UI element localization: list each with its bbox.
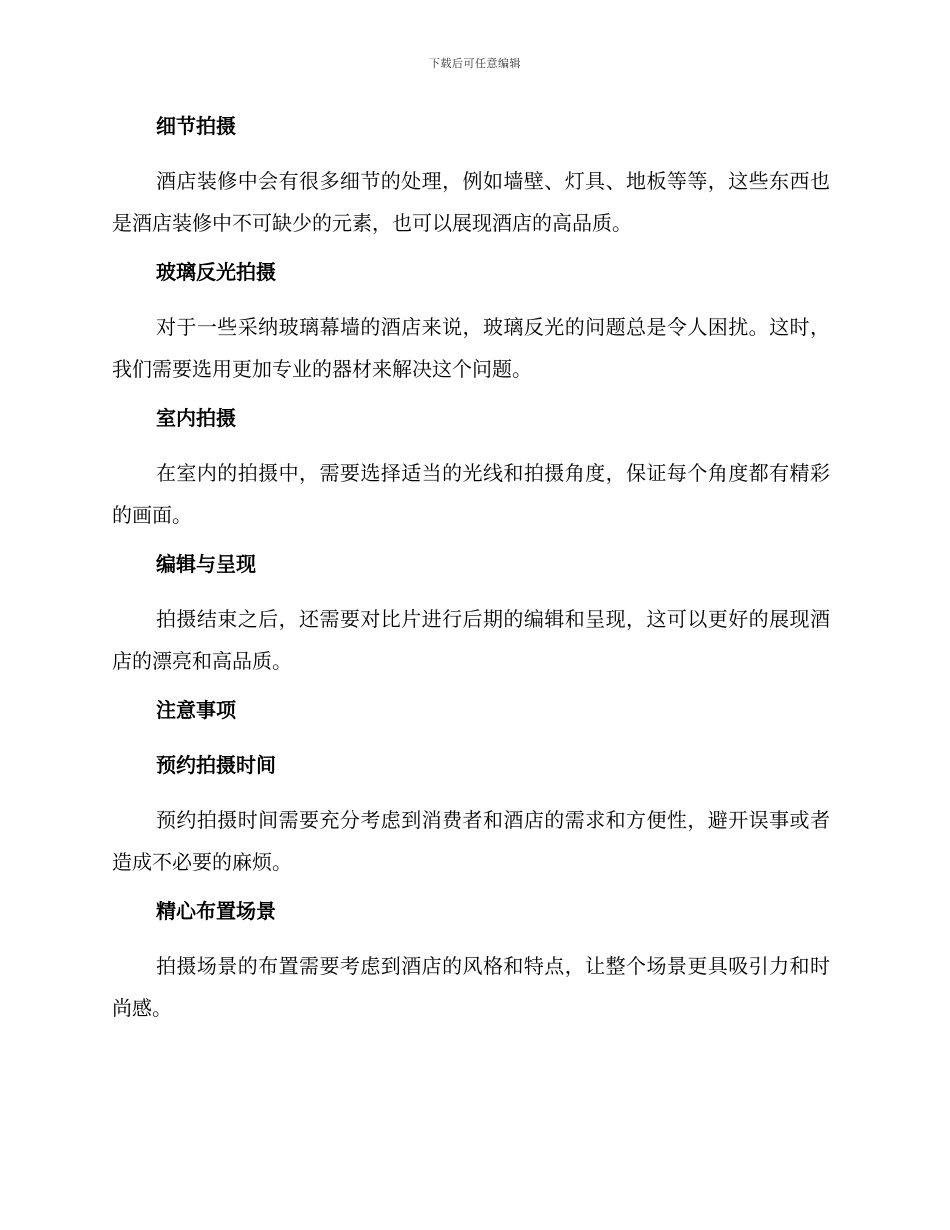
page-header: 下载后可任意编辑 (429, 57, 521, 70)
section-paragraph: 预约拍摄时间需要充分考虑到消费者和酒店的需求和方便性，避开误事或者造成不必要的麻烦。 (112, 808, 830, 874)
section-heading: 室内拍摄 (156, 406, 236, 430)
section-heading: 精心布置场景 (156, 899, 276, 923)
section-paragraph: 拍摄场景的布置需要考虑到酒店的风格和特点，让整个场景更具吸引力和时尚感。 (112, 954, 830, 1020)
section-paragraph: 拍摄结束之后，还需要对比片进行后期的编辑和呈现，这可以更好的展现酒店的漂亮和高品质。 (112, 607, 830, 673)
section-heading: 预约拍摄时间 (156, 753, 276, 777)
section-paragraph: 对于一些采纳玻璃幕墙的酒店来说，玻璃反光的问题总是令人困扰。这时，我们需要选用更加专业的器材来解决这个问题。 (112, 315, 830, 381)
document-body (112, 108, 830, 1029)
section-paragraph: 酒店装修中会有很多细节的处理，例如墙壁、灯具、地板等等，这些东西也是酒店装修中不可缺少的元素，也可以展现酒店的高品质。 (112, 169, 830, 235)
section-heading: 细节拍摄 (156, 114, 236, 138)
section-heading: 注意事项 (156, 698, 236, 722)
section-paragraph: 在室内的拍摄中，需要选择适当的光线和拍摄角度，保证每个角度都有精彩的画面。 (112, 461, 830, 527)
section-heading: 编辑与呈现 (156, 552, 256, 576)
section-heading: 玻璃反光拍摄 (156, 260, 276, 284)
